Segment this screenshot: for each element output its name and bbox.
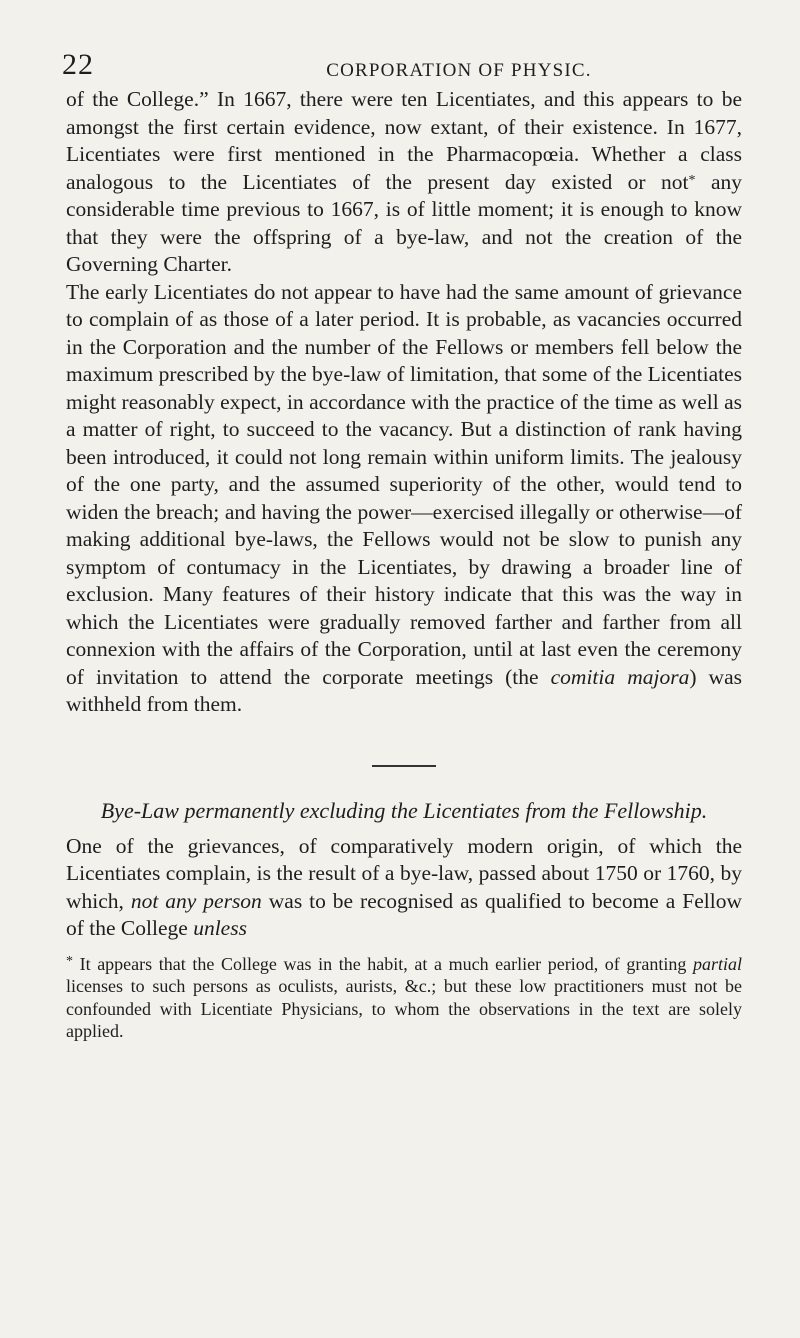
paragraph-1-text-a: of the College.” In 1667, there were ten Licentiates, and this appears to be amongst the first certain evidence, now extant, of their existence. In 1677, Licentiates were first mentioned in the Pharmacopœia. Whether a class analogous to the Licentiates of the present day existed or not [66, 87, 742, 194]
page-number: 22 [62, 48, 94, 81]
footnote-mark: * [66, 953, 73, 969]
footnote-text-a: It appears that the College was in the habit, at a much earlier period, of granting [73, 953, 693, 974]
running-head: CORPORATION OF PHYSIC. [326, 60, 592, 81]
body-text [66, 86, 742, 943]
paragraph-2-text-b: ) was withheld from them. [66, 664, 742, 716]
footnote-text-b: licenses to such persons as oculists, aurists, &c.; but these low practitioners must not be confounded with Licentiate Physicians, to whom the observations in the text are solely applied. [66, 976, 742, 1041]
paragraph-2-italic: comitia majora [550, 664, 690, 689]
section-divider [372, 765, 436, 767]
footnote-marker: * [688, 172, 696, 188]
paragraph-3-italic-b: unless [193, 916, 247, 940]
footnote [66, 953, 742, 1043]
book-page [62, 44, 743, 1043]
footnote-italic: partial [692, 953, 742, 974]
paragraph-2-text-a: The early Licentiates do not appear to have had the same amount of grievance to complain of as those of a later period. It is probable, as vacancies occurred in the Corporation and the number of the Fellows or members fell below the maximum prescribed by the bye-law of limitation, that some of the Licentiates might reasonably expect, in accordance with the practice of the time as well as a matter of right, to succeed to the vacancy. But a distinction of rank having been introduced, it could not long remain within uniform limits. The jealousy of the one party, and the assumed superiority of the other, would tend to widen the breach; and having the power—exercised illegally or otherwise—of making additional bye-laws, the Fellows would not be slow to punish any symptom of contumacy in the Licentiates, by drawing a broader line of exclusion. Many features of their history indicate that this was the way in which the Licentiates were gradually removed farther and farther from all connexion with the affairs of the Corporation, until at last even the ceremony of invitation to attend the corporate meetings (the [66, 279, 742, 689]
page-header [62, 44, 742, 84]
paragraph-3-text-a: One of the grievances, of comparatively modern origin, of which the Licentiates complain, is the result of a bye-law, passed about 1750 or 1760, by which, [66, 833, 742, 913]
paragraph-3-text-b: was to be recognised as qualified to become a Fellow of the College [66, 888, 743, 940]
paragraph-1 [66, 86, 742, 279]
paragraph-1-text-b: any considerable time previous to 1667, is of little moment; it is enough to know that they were the offspring of a bye-law, and not the creation of the Governing Charter. [66, 169, 742, 276]
paragraph-3-italic-a: not any person [130, 888, 262, 913]
paragraph-2 [66, 279, 742, 719]
section-heading: Bye-Law permanently excluding the Licentiates from the Fellowship. [100, 797, 708, 823]
paragraph-3 [66, 833, 742, 943]
